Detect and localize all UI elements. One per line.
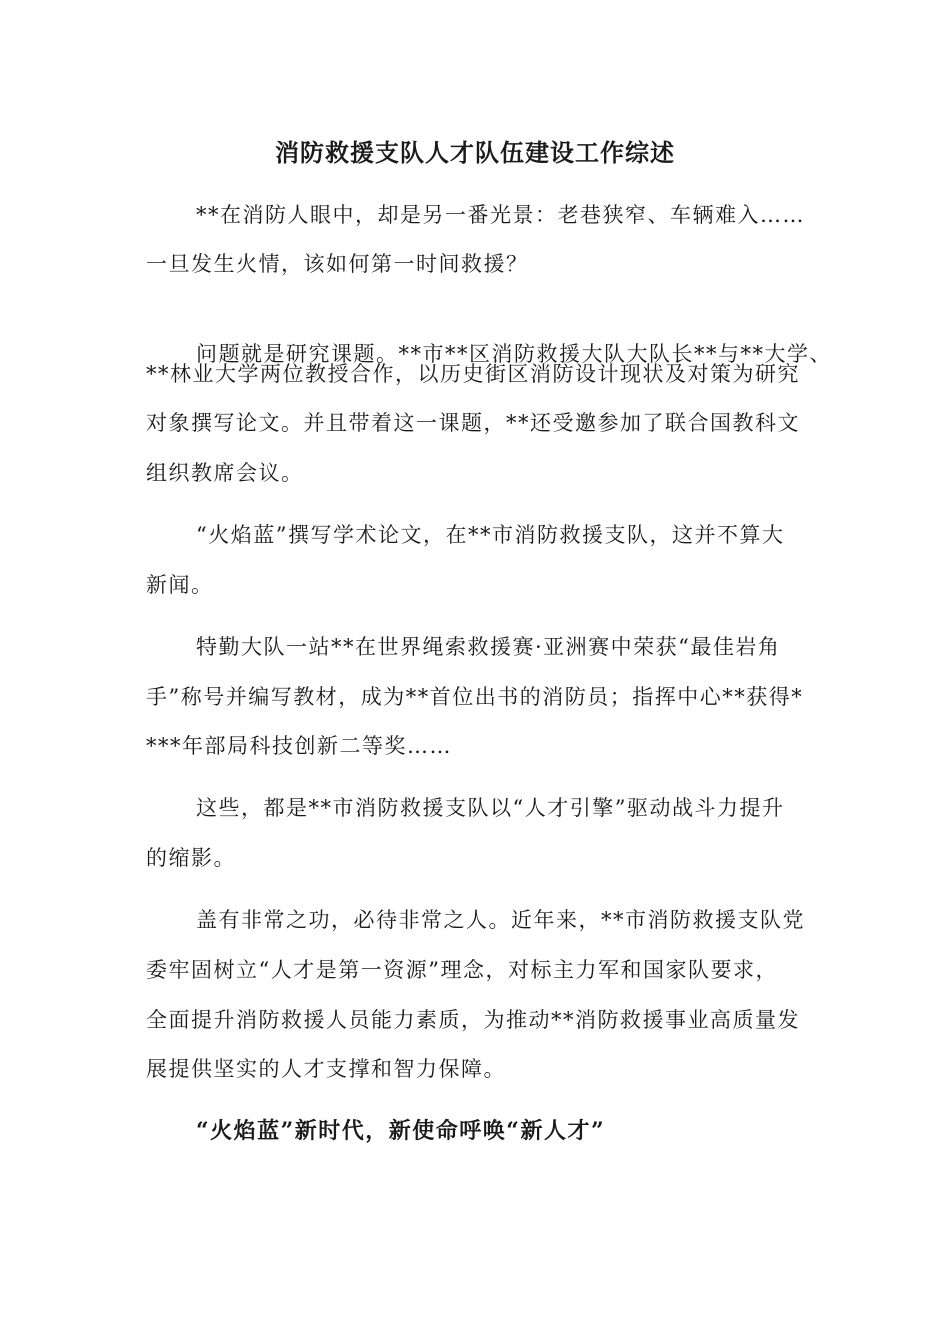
paragraph-line: 盖有非常之功，必待非常之人。近年来，**市消防救援支队党 [196, 908, 805, 932]
paragraph-line: ***年部局科技创新二等奖…… [146, 734, 452, 758]
paragraph-line: 手”称号并编写教材，成为**首位出书的消防员；指挥中心**获得* [146, 685, 804, 709]
paragraph-line: 对象撰写论文。并且带着这一课题，**还受邀参加了联合国教科文 [146, 411, 800, 435]
paragraph-line: 的缩影。 [146, 846, 236, 870]
paragraph-line: 这些，都是**市消防救援支队以“人才引擎”驱动战斗力提升 [196, 796, 785, 820]
paragraph-line: 展提供坚实的人才支撑和智力保障。 [146, 1057, 506, 1081]
paragraph-line: 全面提升消防救援人员能力素质，为推动**消防救援事业高质量发 [146, 1008, 800, 1032]
paragraph-line: 新闻。 [146, 573, 214, 597]
paragraph-line: “火焰蓝”撰写学术论文，在**市消防救援支队，这并不算大 [196, 523, 785, 547]
paragraph-line: 委牢固树立“人才是第一资源”理念，对标主力军和国家队要求， [146, 958, 778, 982]
paragraph-line: **在消防人眼中，却是另一番光景：老巷狭窄、车辆难入…… [196, 203, 805, 227]
paragraph-line: 组织教席会议。 [146, 461, 304, 485]
paragraph-line: 一旦发生火情，该如何第一时间救援？ [146, 252, 529, 276]
paragraph-line: **林业大学两位教授合作，以历史街区消防设计现状及对策为研究 [146, 362, 800, 386]
paragraph-line: 特勤大队一站**在世界绳索救援赛·亚洲赛中荣获“最佳岩角 [196, 635, 781, 659]
document-title: 消防救援支队人才队伍建设工作综述 [275, 138, 675, 167]
section-heading: “火焰蓝”新时代，新使命呼唤“新人才” [196, 1118, 606, 1144]
paragraph-line: 问题就是研究课题。**市**区消防救援大队大队长**与**大学、 [196, 342, 832, 366]
